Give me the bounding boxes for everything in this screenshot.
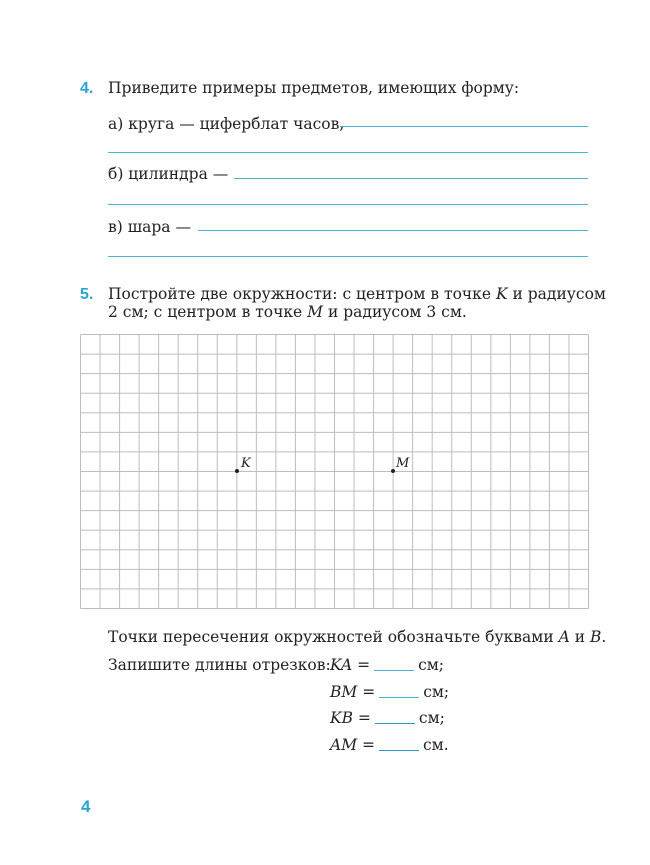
segment-ka-answer[interactable] — [374, 670, 414, 671]
task4-item-b-answer-line[interactable] — [234, 178, 588, 179]
task4-item-b-label: б) цилиндра — — [108, 165, 229, 183]
task5-number: 5. — [80, 286, 94, 303]
segment-am: AM = см. — [330, 736, 449, 754]
page-number: 4 — [81, 797, 91, 816]
task4-item-c-answer-line-2[interactable] — [108, 256, 588, 257]
task5-prompt-line1: Постройте две окружности: с центром в точке K и радиусом — [108, 285, 606, 303]
segment-am-answer[interactable] — [379, 750, 419, 751]
task4-prompt: Приведите примеры предметов, имеющих форму: — [108, 79, 520, 97]
task4-item-a-answer-line-2[interactable] — [108, 152, 588, 153]
segment-kb: KB = см; — [330, 709, 445, 727]
drawing-grid[interactable] — [80, 334, 589, 610]
segment-bm-answer[interactable] — [379, 697, 419, 698]
task5-lengths-label: Запишите длины отрезков: — [108, 656, 331, 674]
task4-number: 4. — [80, 80, 94, 97]
point-m-label: M — [396, 456, 410, 471]
task5-prompt-line2: 2 см; с центром в точке M и радиусом 3 см. — [108, 303, 467, 321]
task4-item-a-answer-line[interactable] — [340, 126, 588, 127]
point-m — [391, 469, 395, 473]
task4-item-c-label: в) шара — — [108, 218, 191, 236]
task5-instruction: Точки пересечения окружностей обозначьте буквами A и B. — [108, 628, 607, 646]
segment-bm: BM = см; — [330, 683, 450, 701]
task4-item-a-label: а) круга — циферблат часов, — [108, 115, 345, 133]
grid-lines — [81, 335, 589, 609]
segment-ka: KA = см; — [330, 656, 445, 674]
point-k-label: K — [241, 456, 251, 471]
task4-item-b-answer-line-2[interactable] — [108, 204, 588, 205]
point-k — [235, 469, 239, 473]
task4-item-c-answer-line[interactable] — [198, 230, 588, 231]
segment-kb-answer[interactable] — [375, 723, 415, 724]
